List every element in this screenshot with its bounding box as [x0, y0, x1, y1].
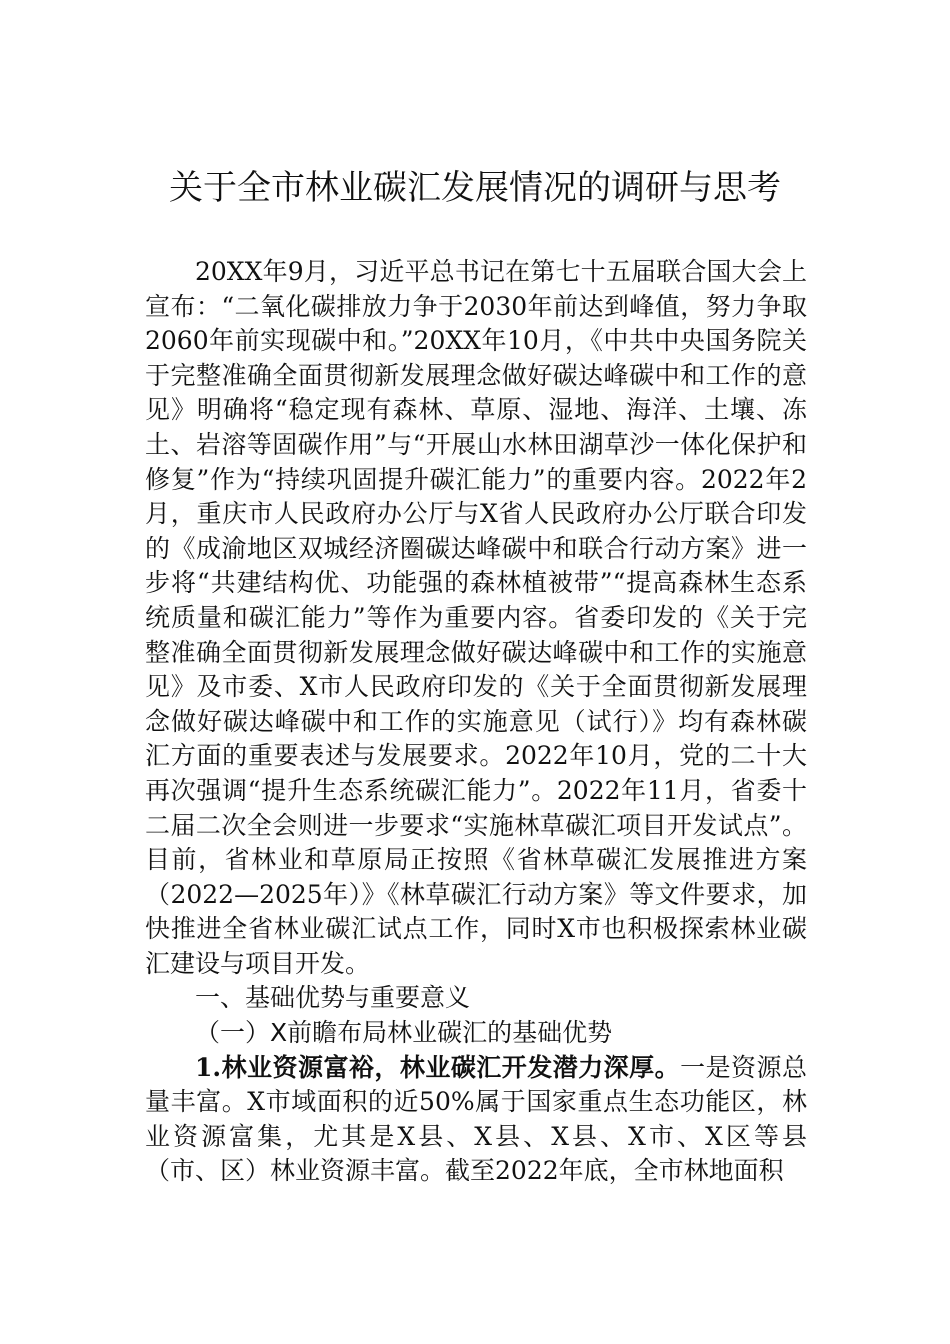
document-body — [145, 255, 807, 1189]
intro-paragraph: 20XX年9月，习近平总书记在第七十五届联合国大会上宣布：“二氧化碳排放力争于2030年前达到峰值，努力争取2060年前实现碳中和。”20XX年10月，《中共中央国务院关于完整准确全面贯彻新发展理念做好碳达峰碳中和工作的意见》明确将“稳定现有森林、草原、湿地、海洋、土壤、冻土、岩溶等固碳作用”与“开展山水林田湖草沙一体化保护和修复”作为“持续巩固提升碳汇能力”的重要内容。2022年2月，重庆市人民政府办公厅与X省人民政府办公厅联合印发的《成渝地区双城经济圈碳达峰碳中和联合行动方案》进一步将“共建结构优、功能强的森林植被带”“提高森林生态系统质量和碳汇能力”等作为重要内容。省委印发的《关于完整准确全面贯彻新发展理念做好碳达峰碳中和工作的实施意见》及市委、X市人民政府印发的《关于全面贯彻新发展理念做好碳达峰碳中和工作的实施意见（试行）》均有森林碳汇方面的重要表述与发展要求。2022年10月，党的二十大再次强调“提升生态系统碳汇能力”。2022年11月，省委十二届二次全会则进一步要求“实施林草碳汇项目开发试点”。目前，省林业和草原局正按照《省林草碳汇发展推进方案（2022—2025年）》《林草碳汇行动方案》等文件要求，加快推进全省林业碳汇试点工作，同时X市也积极探索林业碳汇建设与项目开发。 — [145, 257, 807, 978]
point-1-lead: 1.林业资源富裕，林业碳汇开发潜力深厚。 — [195, 1052, 681, 1082]
point-1-text: 一是资源总量丰富。X市域面积的近50%属于国家重点生态功能区，林业资源富集，尤其是X县、X县、X县、X市、X区等县（市、区）林业资源丰富。截至2022年底，全市林地面积 — [145, 1052, 807, 1186]
section-heading: 一、基础优势与重要意义 — [195, 983, 471, 1013]
document-title: 关于全市林业碳汇发展情况的调研与思考 — [169, 168, 781, 208]
point-1-paragraph — [145, 1051, 807, 1189]
subsection-heading: （一）X前瞻布局林业碳汇的基础优势 — [195, 1018, 613, 1048]
